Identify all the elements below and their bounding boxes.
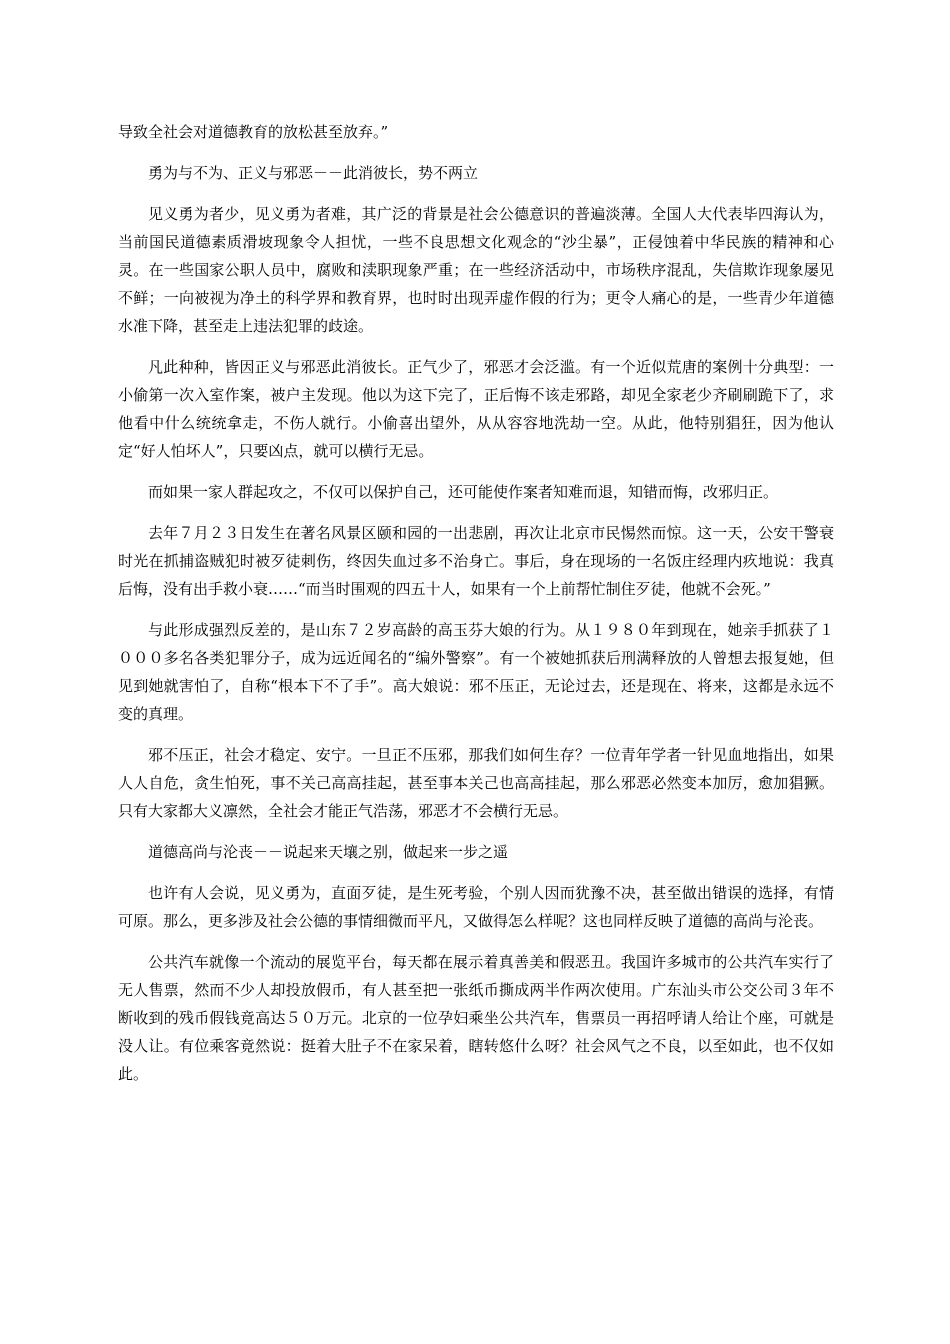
paragraph: 见义勇为者少，见义勇为者难，其广泛的背景是社会公德意识的普遍淡薄。全国人大代表毕四海认为，当前国民道德素质滑坡现象令人担忧，一些不良思想文化观念的“沙尘暴”，正侵蚀着中华民族的精神和心灵。在一些国家公职人员中，腐败和渎职现象严重；在一些经济活动中，市场秩序混乱，失信欺诈现象屡见不鲜；一向被视为净土的科学界和教育界，也时时出现弄虚作假的行为；更令人痛心的是，一些青少年道德水准下降，甚至走上违法犯罪的歧途。 xyxy=(118,205,834,335)
section-heading-morality: 道德高尚与沦丧－－说起来天壤之别，做起来一步之遥 xyxy=(148,843,509,861)
paragraph: 而如果一家人群起攻之，不仅可以保护自己，还可能使作案者知难而退，知错而悔，改邪归正。 xyxy=(148,483,779,501)
paragraph-continuation: 导致全社会对道德教育的放松甚至放弃。” xyxy=(118,123,389,141)
paragraph: 公共汽车就像一个流动的展览平台，每天都在展示着真善美和假恶丑。我国许多城市的公共汽车实行了无人售票，然而不少人却投放假币，有人甚至把一张纸币撕成两半作两次使用。广东汕头市公交公司３年不断收到的残币假钱竟高达５０万元。北京的一位孕妇乘坐公共汽车，售票员一再招呼请人给让个座，可就是没人让。有位乘客竟然说：挺着大肚子不在家呆着，瞎转悠什么呀？社会风气之不良，以至如此，也不仅如此。 xyxy=(118,953,834,1083)
paragraph: 凡此种种，皆因正义与邪恶此消彼长。正气少了，邪恶才会泛滥。有一个近似荒唐的案例十分典型：一小偷第一次入室作案，被户主发现。他以为这下完了，正后悔不该走邪路，却见全家老少齐刷刷跪下了，求他看中什么统统拿走，不伤人就行。小偷喜出望外，从从容容地洗劫一空。从此，他特别猖狂，因为他认定“好人怕坏人”，只要凶点，就可以横行无忌。 xyxy=(118,358,834,460)
paragraph: 邪不压正，社会才稳定、安宁。一旦正不压邪，那我们如何生存？一位青年学者一针见血地指出，如果人人自危，贪生怕死，事不关己高高挂起，甚至事本关己也高高挂起，那么邪恶必然变本加厉，愈加猖獗。只有大家都大义凛然，全社会才能正气浩荡，邪恶才不会横行无忌。 xyxy=(118,746,834,820)
section-heading-courage: 勇为与不为、正义与邪恶－－此消彼长，势不两立 xyxy=(148,164,479,182)
paragraph: 去年７月２３日发生在著名风景区颐和园的一出悲剧，再次让北京市民惕然而惊。这一天，公安干警衰时光在抓捕盗贼犯时被歹徒刺伤，终因失血过多不治身亡。事后，身在现场的一名饭庄经理内疚地说：我真后悔，没有出手救小衰……“而当时围观的四五十人，如果有一个上前帮忙制住歹徒，他就不会死。” xyxy=(118,524,834,598)
paragraph: 与此形成强烈反差的，是山东７２岁高龄的高玉芬大娘的行为。从１９８０年到现在，她亲手抓获了１０００多名各类犯罪分子，成为远近闻名的“编外警察”。有一个被她抓获后刑满释放的人曾想去报复她，但见到她就害怕了，自称“根本下不了手”。高大娘说：邪不压正，无论过去，还是现在、将来，这都是永远不变的真理。 xyxy=(118,621,834,723)
document-body xyxy=(118,118,834,1088)
paragraph: 也许有人会说，见义勇为，直面歹徒，是生死考验，个别人因而犹豫不决，甚至做出错误的选择，有情可原。那么，更多涉及社会公德的事情细微而平凡，又做得怎么样呢？这也同样反映了道德的高尚与沦丧。 xyxy=(118,884,834,930)
